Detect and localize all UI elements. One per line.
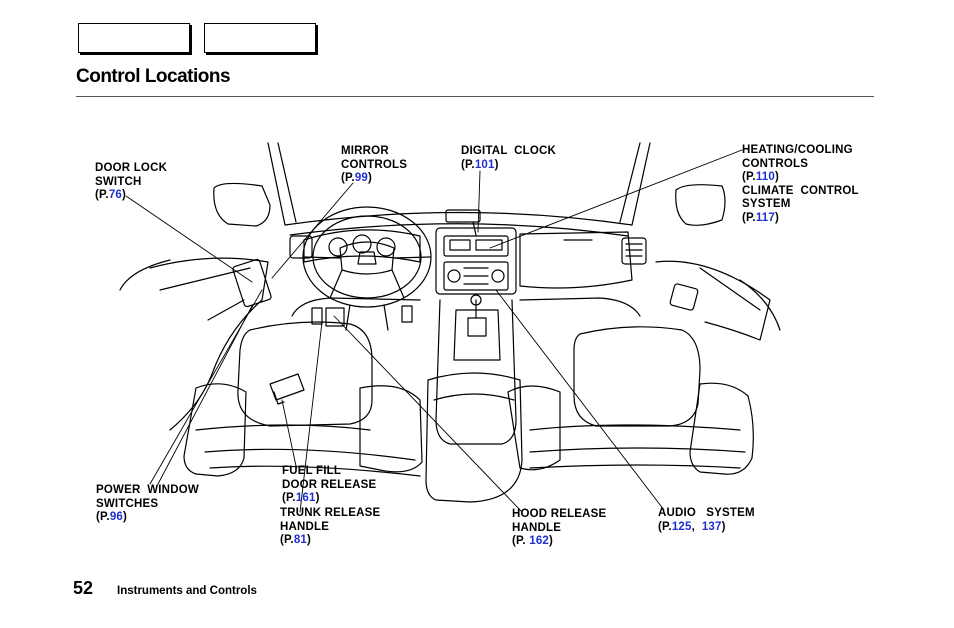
callout-fuel-ref [282, 492, 376, 506]
callout-digital-clock [461, 145, 556, 172]
callout-hood-release [512, 508, 606, 549]
ref-separator: , [691, 520, 702, 533]
page-link-99[interactable]: 99 [354, 172, 369, 184]
page-link-76[interactable]: 76 [108, 189, 123, 201]
ref-close: ) [774, 171, 780, 183]
ref-close: ) [122, 189, 127, 201]
page-link-110[interactable]: 110 [755, 171, 775, 183]
ref-close: ) [307, 534, 312, 546]
ref-open: (P. [341, 172, 355, 184]
callout-power-window-line1: POWER WINDOW [96, 484, 199, 496]
callout-power-window-ref [96, 511, 199, 525]
ref-open: (P. [96, 511, 110, 523]
page-title: Control Locations [76, 66, 231, 87]
callout-audio-ref [658, 521, 755, 535]
ref-open: (P. [280, 534, 294, 546]
page-link-162[interactable]: 162 [529, 535, 550, 547]
ref-open: (P. [742, 171, 756, 183]
callout-door-lock-line1: DOOR LOCK [95, 162, 168, 174]
page-link-117[interactable]: 117 [755, 211, 775, 224]
callout-mirror-ref [341, 172, 407, 186]
page-link-161[interactable]: 161 [295, 492, 316, 504]
callout-fuel-fill-door [282, 465, 376, 506]
callout-power-window [96, 484, 199, 525]
page-link-81[interactable]: 81 [293, 534, 308, 546]
callout-mirror-controls [341, 145, 407, 186]
ref-close: ) [315, 492, 320, 504]
callout-door-lock-switch [95, 162, 167, 203]
callout-heating-cooling [742, 144, 859, 225]
callout-trunk-ref [280, 534, 380, 548]
ref-close: ) [774, 211, 780, 224]
ref-close: ) [721, 520, 726, 533]
callout-trunk-line1: TRUNK RELEASE [280, 507, 381, 519]
callout-heating-line4: SYSTEM [742, 198, 791, 210]
callout-fuel-line2: DOOR RELEASE [282, 478, 377, 491]
callout-mirror-line2: CONTROLS [341, 158, 408, 171]
callout-audio-line1: AUDIO SYSTEM [658, 507, 755, 519]
page-link-125[interactable]: 125 [671, 520, 692, 533]
ref-open: (P. [461, 158, 475, 171]
ref-open: (P. [658, 520, 672, 533]
callout-trunk-line2: HANDLE [280, 520, 330, 533]
callout-hood-ref [512, 535, 606, 549]
page-link-137[interactable]: 137 [701, 520, 722, 533]
callout-door-lock-line2: SWITCH [95, 175, 142, 188]
page-number: 52 [73, 578, 94, 598]
ref-close: ) [549, 535, 554, 547]
callout-fuel-line1: FUEL FILL [282, 465, 342, 477]
ref-close: ) [123, 511, 128, 523]
ref-open: (P. [282, 492, 296, 504]
callout-heating-ref2 [742, 212, 859, 226]
callout-clock-ref [461, 159, 556, 173]
callout-heating-ref1 [742, 171, 859, 185]
callout-door-lock-ref [95, 189, 167, 203]
page-link-96[interactable]: 96 [109, 511, 124, 523]
page-link-101[interactable]: 101 [474, 158, 495, 171]
callout-hood-line1: HOOD RELEASE [512, 508, 607, 520]
ref-open: (P. [95, 189, 109, 201]
ref-close: ) [368, 172, 373, 184]
callout-heating-line1: HEATING/COOLING [742, 144, 853, 156]
callout-hood-line2: HANDLE [512, 521, 562, 534]
callout-audio-system [658, 507, 755, 534]
callout-heating-line3: CLIMATE CONTROL [742, 184, 859, 197]
section-name: Instruments and Controls [117, 585, 257, 597]
callout-clock-line1: DIGITAL CLOCK [461, 145, 557, 157]
ref-open: (P. [742, 211, 756, 224]
ref-open: (P. [512, 535, 530, 547]
callout-heating-line2: CONTROLS [742, 157, 809, 170]
callout-power-window-line2: SWITCHES [96, 497, 159, 510]
callout-mirror-line1: MIRROR [341, 145, 389, 157]
ref-close: ) [494, 158, 499, 171]
callout-trunk-release [280, 507, 380, 548]
